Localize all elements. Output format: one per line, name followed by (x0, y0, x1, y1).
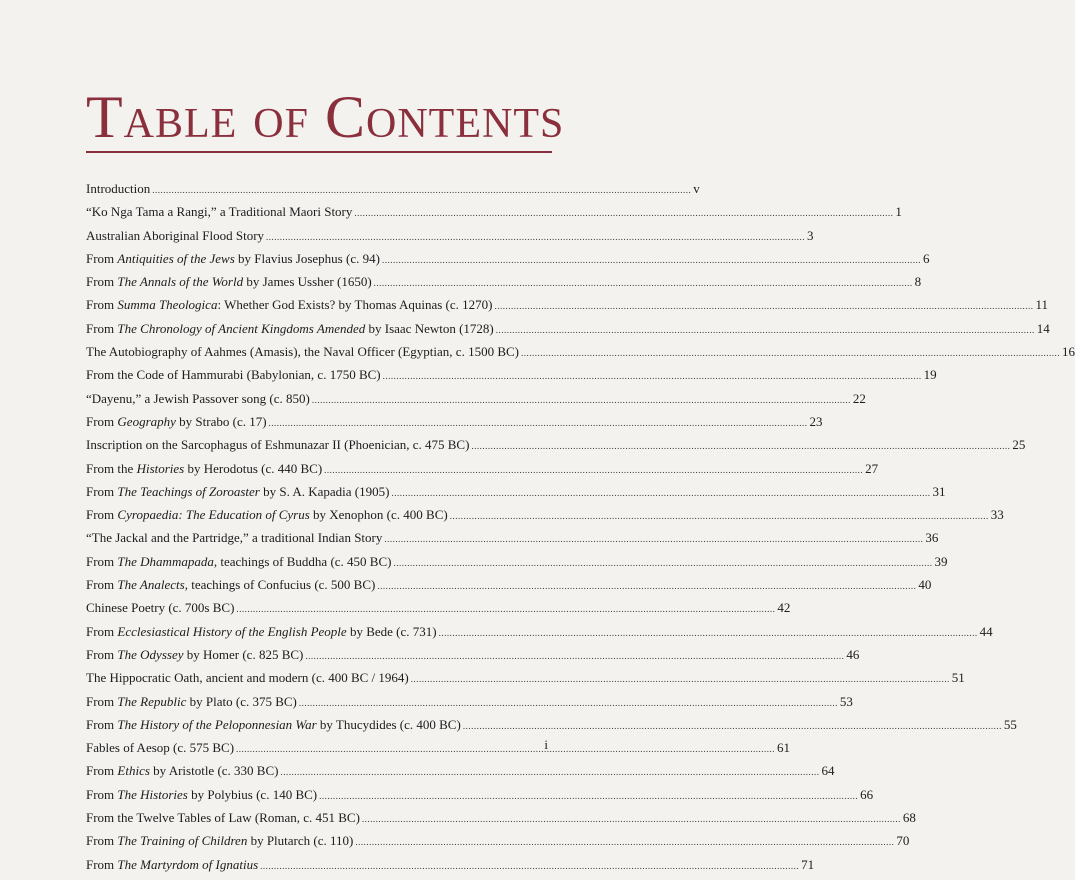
toc-entry-title (86, 437, 469, 453)
toc-entry-title (86, 624, 437, 640)
toc-page-number: 64 (821, 763, 835, 779)
toc-entry-text: From (86, 297, 118, 313)
dot-leader (450, 511, 989, 521)
toc-entry-text: , teachings of Buddha (c. 450 BC) (213, 553, 392, 569)
dot-leader (411, 674, 950, 684)
toc-entry-work-title: The Analects (117, 577, 185, 593)
toc-entry-work-title: The History of the Peloponnesian War (117, 716, 317, 732)
toc-entry-title (86, 763, 278, 779)
toc-entry (86, 344, 1075, 367)
toc-entry (86, 413, 823, 437)
toc-page-number: 40 (918, 577, 932, 593)
toc-page-number: 33 (990, 507, 1004, 523)
toc-entry-title (86, 530, 382, 546)
toc-entry-text: From (86, 623, 118, 639)
toc-entry-title (86, 321, 494, 337)
toc-entry-text: by Plutarch (c. 110) (247, 833, 354, 849)
dot-leader (152, 185, 691, 195)
toc-page-number: 44 (979, 623, 993, 639)
toc-page-number: 66 (860, 786, 874, 802)
toc-page-number: 3 (807, 227, 814, 243)
toc-entry-title (86, 274, 372, 290)
toc-entry-title (86, 344, 519, 360)
toc-entry-text: From (86, 646, 118, 662)
toc-entry-text: by Thucydides (c. 400 BC) (316, 716, 461, 732)
toc-entry-work-title: Summa Theologica (117, 297, 218, 313)
toc-entry-work-title: The Histories (117, 786, 188, 802)
toc-page-number: 11 (1035, 297, 1048, 313)
page-number: i (544, 737, 548, 752)
toc-page-number: 1 (895, 204, 902, 220)
toc-entry (86, 646, 860, 670)
toc-entry-text: The Autobiography of Aahmes (Amasis), the Naval Officer (Egyptian, c. 1500 BC) (86, 344, 519, 360)
toc-entry-text: Australian Aboriginal Flood Story (86, 227, 265, 243)
toc-entry-text: by James Ussher (1650) (243, 274, 372, 290)
toc-entry-text: From (86, 553, 118, 569)
toc-page-number: 22 (852, 390, 866, 406)
dot-leader (260, 861, 799, 871)
toc-entry (86, 460, 879, 484)
dot-leader (280, 767, 819, 777)
toc-entry-text: by Bede (c. 731) (346, 623, 437, 639)
toc-entry-title (86, 857, 258, 873)
toc-entry-title (86, 251, 380, 267)
dot-leader (382, 255, 921, 265)
toc-entry-text: , teachings of Confucius (c. 500 BC) (184, 577, 376, 593)
toc-entry (86, 181, 700, 204)
toc-entry-text: From (86, 577, 118, 593)
toc-entry (86, 553, 948, 577)
toc-entry-text: From (86, 786, 118, 802)
toc-page-number: 36 (925, 530, 939, 546)
toc-entry-text: From (86, 763, 118, 779)
toc-entry-title (86, 228, 264, 244)
toc-entry-work-title: Cyropaedia: The Education of Cyrus (117, 507, 310, 523)
toc-entry-text: Introduction (86, 181, 151, 196)
toc-entry-title (86, 367, 381, 383)
dot-leader (269, 418, 808, 428)
toc-page-number: 71 (801, 856, 815, 872)
dot-leader (496, 325, 1035, 335)
toc-entry-text: From (86, 856, 118, 872)
toc-entry-work-title: The Odyssey (117, 646, 184, 662)
toc-entry-title (86, 181, 150, 197)
toc-entry-title (86, 670, 409, 686)
dot-leader (236, 604, 775, 614)
toc-page-number: 68 (902, 810, 916, 826)
toc-entry-text: “Dayenu,” a Jewish Passover song (c. 850) (86, 390, 310, 406)
toc-page-number: 23 (809, 413, 823, 429)
toc-entry (86, 786, 874, 810)
toc-entry (86, 577, 932, 600)
toc-entry-text: From the Code of Hammurabi (Babylonian, c. 1750 BC) (86, 367, 381, 383)
toc-entry-text: by Aristotle (c. 330 BC) (149, 763, 279, 779)
toc-entry-work-title: Histories (136, 460, 185, 476)
toc-entry (86, 856, 815, 880)
dot-leader (463, 721, 1002, 731)
dot-leader (354, 208, 893, 218)
toc-entry (86, 530, 939, 553)
toc-page-number: 70 (896, 833, 910, 849)
dot-leader (299, 698, 838, 708)
toc-entry (86, 670, 965, 693)
toc-entry (86, 367, 937, 390)
toc-entry-title (86, 787, 317, 803)
toc-entry-text: From (86, 413, 118, 429)
toc-page-number: 61 (777, 740, 791, 756)
toc-entry-work-title: Antiquities of the Jews (117, 250, 235, 266)
dot-leader (319, 791, 858, 801)
toc-entry-text: by Isaac Newton (1728) (365, 320, 494, 336)
toc-entry-work-title: Ecclesiastical History of the English People (117, 623, 347, 639)
toc-entry-text: : Whether God Exists? by Thomas Aquinas (c. 1270) (217, 297, 493, 313)
toc-entry-title (86, 507, 448, 523)
toc-entry-text: From the Twelve Tables of Law (Roman, c. 451 BC) (86, 810, 360, 826)
toc-entry-work-title: The Training of Children (117, 833, 248, 849)
toc-entry-work-title: The Teachings of Zoroaster (117, 483, 260, 499)
toc-entry-text: From (86, 483, 118, 499)
dot-leader (383, 371, 922, 381)
toc-page-number: 19 (923, 367, 937, 383)
toc-entry-text: From (86, 833, 118, 849)
toc-entry (86, 437, 1026, 460)
dot-leader (377, 581, 916, 591)
toc-entry-work-title: Ethics (117, 763, 150, 779)
toc-entry-text: From (86, 250, 118, 266)
toc-entry-text: From the (86, 460, 137, 476)
toc-entry (86, 250, 930, 274)
toc-page-number: 27 (865, 460, 879, 476)
toc-entry (86, 483, 946, 507)
dot-leader (494, 301, 1033, 311)
toc-entry-title (86, 740, 234, 756)
toc-entry (86, 833, 910, 856)
toc-entry (86, 693, 853, 717)
dot-leader (355, 837, 894, 847)
title-rule (86, 151, 552, 153)
dot-leader (439, 628, 978, 638)
toc-page-number: v (693, 181, 700, 196)
toc-page-number: 14 (1036, 320, 1050, 336)
toc-entry-work-title: Geography (117, 413, 176, 429)
toc-entry-text: From (86, 716, 118, 732)
toc-entry-work-title: The Martyrdom of Ignatius (117, 856, 259, 872)
toc-entry (86, 274, 922, 297)
toc-page-number: 39 (934, 553, 948, 569)
toc-entry-text: From (86, 693, 118, 709)
toc-entry (86, 810, 916, 833)
dot-leader (312, 395, 851, 405)
page-title: Table of Contents (86, 84, 565, 150)
toc-entry-work-title: The Chronology of Ancient Kingdoms Amended (117, 320, 366, 336)
toc-entry-text: Fables of Aesop (c. 575 BC) (86, 740, 235, 756)
toc-entry-text: From (86, 320, 118, 336)
dot-leader (305, 651, 844, 661)
toc-entry-title (86, 810, 360, 826)
toc-entry-title (86, 414, 267, 430)
dot-leader (374, 278, 913, 288)
toc-entry-title (86, 484, 389, 500)
toc-page-number: 53 (839, 693, 853, 709)
toc-entry-text: by Flavius Josephus (c. 94) (234, 250, 380, 266)
toc-entry (86, 227, 814, 251)
dot-leader (384, 534, 923, 544)
dot-leader (521, 348, 1060, 358)
toc-entry-text: From (86, 507, 118, 523)
toc-entry-title (86, 694, 297, 710)
dot-leader (391, 488, 930, 498)
toc-page-number: 42 (777, 600, 791, 616)
toc-entry-text: by Herodotus (c. 440 BC) (184, 460, 323, 476)
toc-entry (86, 623, 993, 647)
dot-leader (362, 814, 901, 824)
toc-entry-text: “The Jackal and the Partridge,” a traditional Indian Story (86, 530, 383, 546)
toc-entry (86, 297, 1048, 320)
toc-entry (86, 507, 1004, 530)
toc-entry (86, 716, 1017, 740)
toc-page-number: 31 (932, 483, 946, 499)
toc-entry (86, 740, 791, 763)
toc-page-number: 8 (914, 274, 922, 290)
toc-entry-text: by Polybius (c. 140 BC) (187, 786, 318, 802)
toc-entry-text: Chinese Poetry (c. 700s BC) (86, 600, 235, 616)
toc-entry (86, 204, 902, 227)
contents-list (86, 181, 1075, 880)
toc-entry (86, 390, 866, 414)
toc-entry (86, 320, 1050, 344)
toc-page-number: 55 (1003, 716, 1017, 732)
toc-page-number: 6 (922, 250, 930, 266)
toc-entry-text: The Hippocratic Oath, ancient and modern (c. 400 BC / 1964) (86, 670, 409, 686)
toc-page-number: 51 (951, 670, 965, 686)
toc-entry-work-title: The Dhammapada (117, 553, 214, 569)
dot-leader (393, 558, 932, 568)
toc-entry-text: by S. A. Kapadia (1905) (259, 483, 390, 499)
toc-entry-title (86, 647, 303, 663)
toc-entry (86, 600, 791, 623)
toc-entry-text: by Plato (c. 375 BC) (186, 693, 297, 709)
toc-entry-text: “Ko Nga Tama a Rangi,” a Traditional Maori Story (86, 204, 353, 220)
toc-entry-work-title: The Annals of the World (117, 274, 244, 290)
toc-page-number: 46 (846, 646, 860, 662)
toc-entry-title (86, 833, 353, 849)
toc-entry-title (86, 391, 310, 407)
toc-entry-title (86, 204, 352, 220)
toc-entry (86, 763, 835, 786)
toc-entry-title (86, 600, 234, 616)
toc-page-number: 16 (1062, 344, 1075, 360)
dot-leader (266, 232, 805, 242)
toc-entry-title (86, 554, 391, 570)
toc-entry-text: by Homer (c. 825 BC) (183, 646, 304, 662)
dot-leader (324, 465, 863, 475)
dot-leader (236, 744, 775, 754)
dot-leader (471, 441, 1010, 451)
toc-entry-text: by Strabo (c. 17) (175, 413, 267, 429)
toc-entry-text: by Xenophon (c. 400 BC) (309, 507, 448, 523)
toc-entry-title (86, 297, 492, 313)
toc-entry-text: Inscription on the Sarcophagus of Eshmunazar II (Phoenician, c. 475 BC) (86, 437, 470, 453)
toc-entry-title (86, 461, 322, 477)
toc-page-number: 25 (1012, 437, 1026, 453)
toc-entry-title (86, 717, 461, 733)
toc-entry-work-title: The Republic (117, 693, 187, 709)
toc-entry-title (86, 577, 375, 593)
toc-entry-text: From (86, 274, 118, 290)
